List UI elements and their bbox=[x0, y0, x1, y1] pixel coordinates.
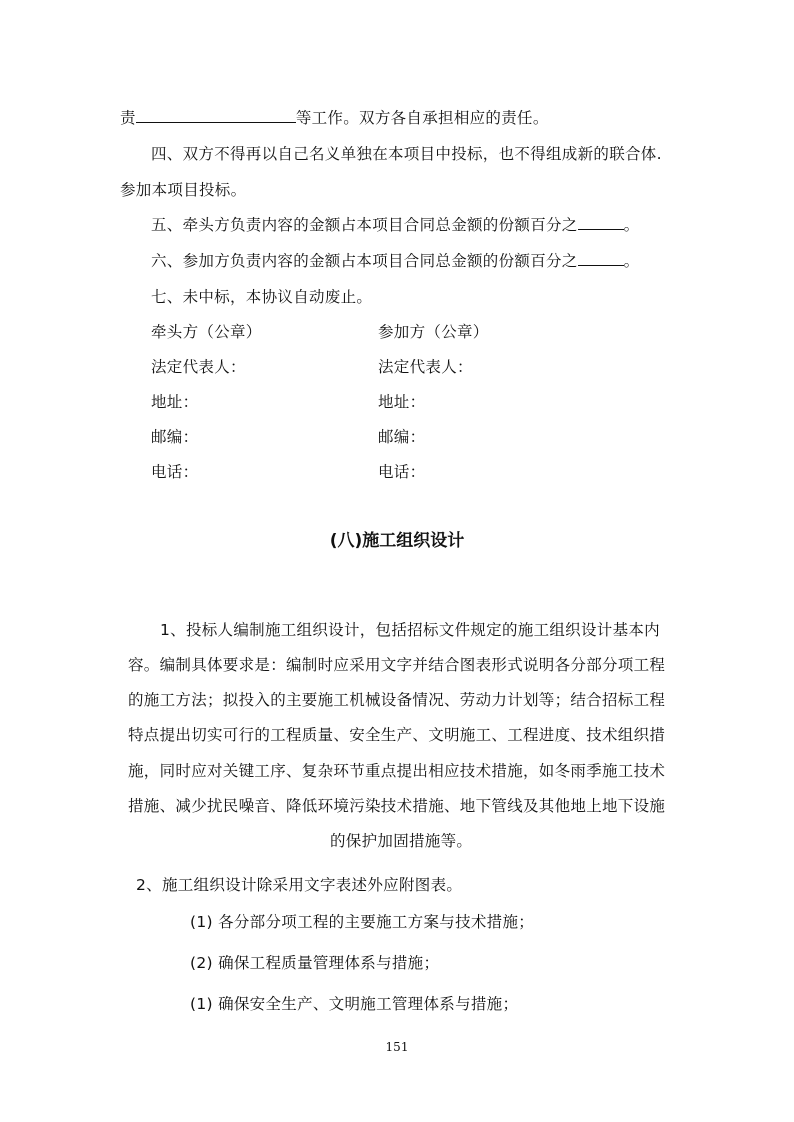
clause-prefix: 责 bbox=[120, 109, 136, 127]
blank-line bbox=[578, 215, 624, 230]
clause-continuation bbox=[120, 108, 549, 128]
partner-representative: 法定代表人： bbox=[378, 358, 473, 376]
clause-5-text: 五、牵头方负责内容的金额占本项目合同总金额的份额百分之 bbox=[151, 216, 578, 234]
partner-seal: 参加方（公章） bbox=[378, 323, 489, 341]
partner-address: 地址： bbox=[378, 393, 426, 411]
list-item-3: (1) 确保安全生产、文明施工管理体系与措施； bbox=[190, 995, 519, 1013]
section-title: (八)施工组织设计 bbox=[329, 531, 465, 551]
clause-4-line-2: 参加本项目投标。 bbox=[120, 181, 247, 199]
clause-5-end: 。 bbox=[623, 216, 640, 234]
clause-suffix: 等工作。双方各自承担相应的责任。 bbox=[295, 109, 549, 127]
page-number: 151 bbox=[385, 1040, 409, 1054]
para1-line-7: 的保护加固措施等。 bbox=[330, 832, 473, 850]
clause-5 bbox=[151, 215, 639, 235]
clause-6-end: 。 bbox=[623, 252, 640, 270]
lead-postcode: 邮编： bbox=[151, 428, 199, 446]
para2: 2、施工组织设计除采用文字表述外应附图表。 bbox=[136, 876, 463, 894]
clause-6-text: 六、参加方负责内容的金额占本项目合同总金额的份额百分之 bbox=[151, 252, 578, 270]
list-item-2: (2) 确保工程质量管理体系与措施； bbox=[190, 954, 440, 972]
partner-phone: 电话： bbox=[378, 463, 426, 481]
blank-line bbox=[578, 251, 624, 266]
lead-seal: 牵头方（公章） bbox=[151, 323, 262, 341]
clause-7: 七、未中标，本协议自动废止。 bbox=[151, 288, 373, 306]
para1-line-5: 施，同时应对关键工序、复杂环节重点提出相应技术措施，如冬雨季施工技术 bbox=[128, 762, 666, 780]
clause-6 bbox=[151, 251, 639, 271]
list-item-1: (1) 各分部分项工程的主要施工方案与技术措施； bbox=[190, 913, 535, 931]
para1-line-1: 1、投标人编制施工组织设计，包括招标文件规定的施工组织设计基本内 bbox=[160, 621, 660, 639]
para1-line-6: 措施、减少扰民噪音、降低环境污染技术措施、地下管线及其他地上地下设施 bbox=[128, 797, 666, 815]
lead-phone: 电话： bbox=[151, 463, 199, 481]
para1-line-2: 容。编制具体要求是：编制时应采用文字并结合图表形式说明各分部分项工程 bbox=[128, 656, 666, 674]
clause-4-line-1: 四、双方不得再以自己名义单独在本项目中投标，也不得组成新的联合体. bbox=[151, 145, 662, 163]
para1-line-4: 特点提出切实可行的工程质量、安全生产、文明施工、工程进度、技术组织措 bbox=[128, 726, 666, 744]
partner-postcode: 邮编： bbox=[378, 428, 426, 446]
lead-address: 地址： bbox=[151, 393, 199, 411]
para1-line-3: 的施工方法；拟投入的主要施工机械设备情况、劳动力计划等；结合招标工程 bbox=[128, 691, 666, 709]
lead-representative: 法定代表人： bbox=[151, 358, 246, 376]
blank-line bbox=[136, 108, 296, 123]
